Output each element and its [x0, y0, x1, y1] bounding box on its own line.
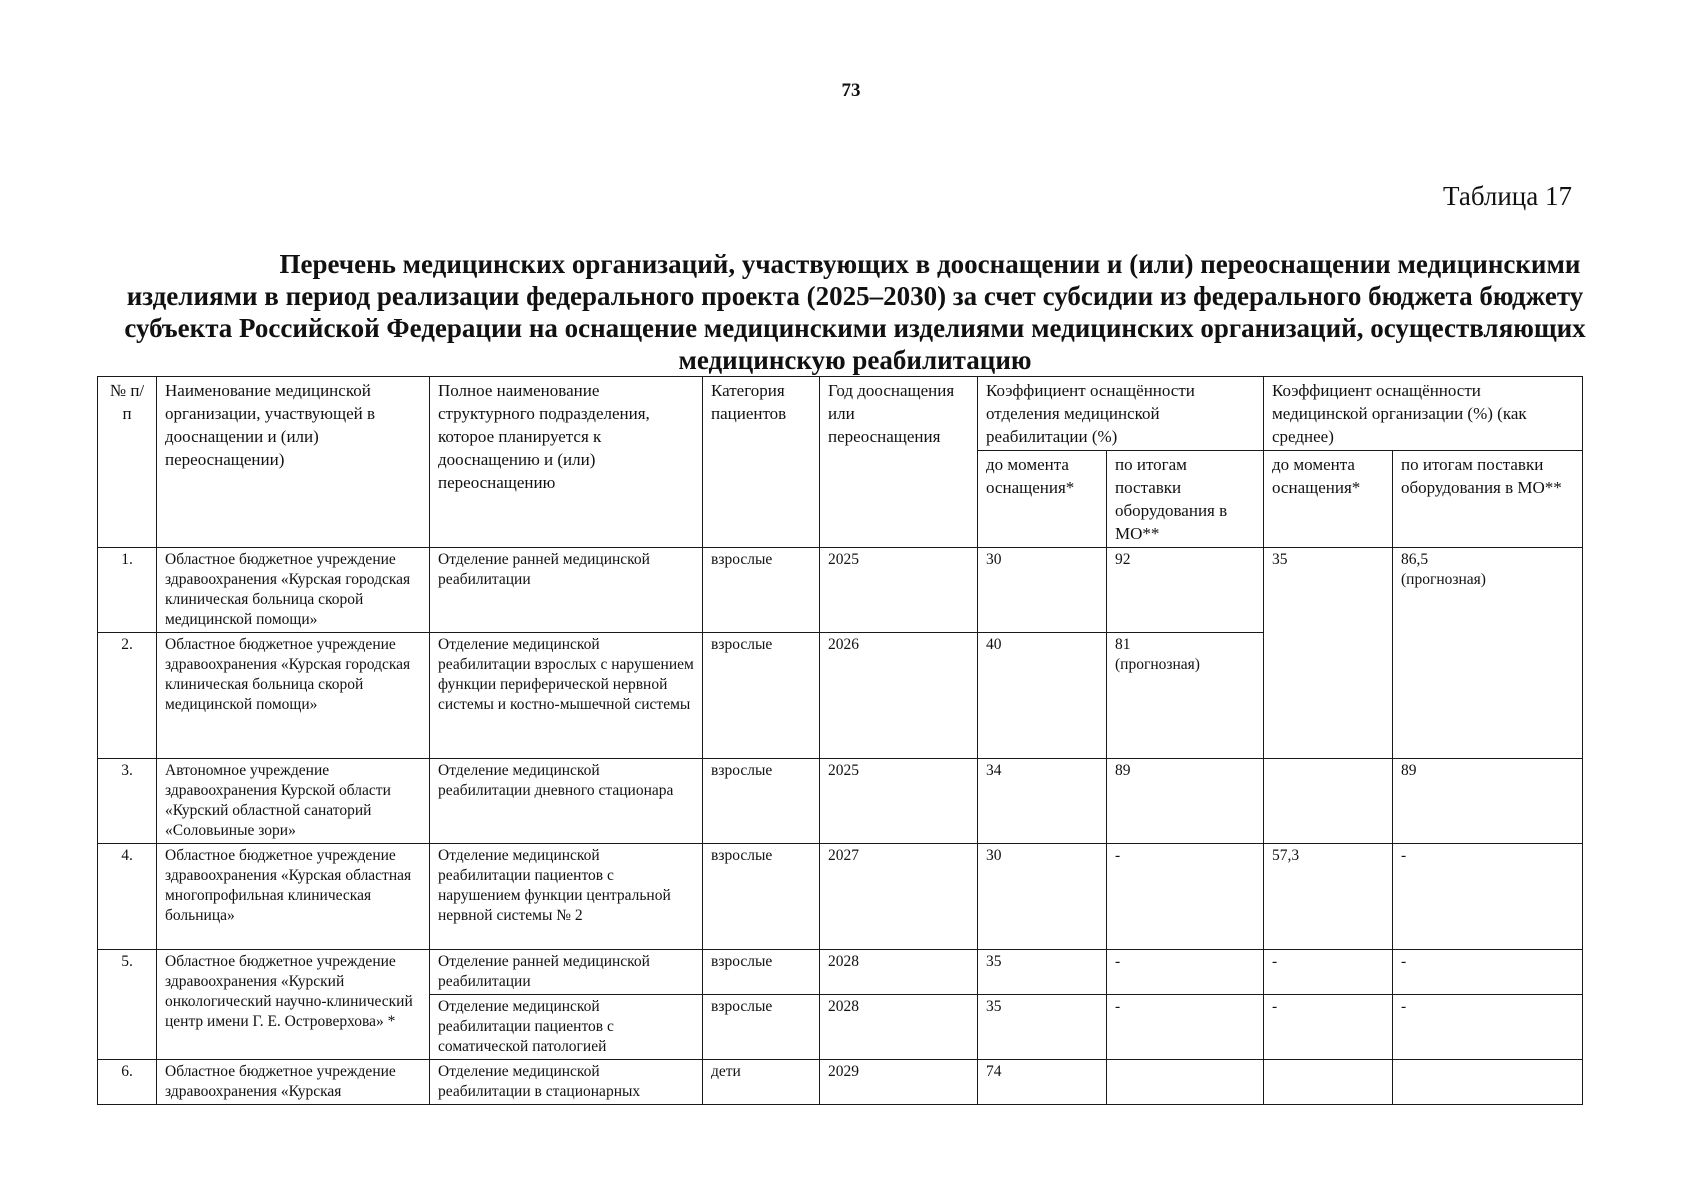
cell-org-before: -	[1264, 995, 1393, 1060]
cell-org-before: 57,3	[1264, 844, 1393, 950]
cell-org: Автономное учреждение здравоохранения Курской области «Курский областной санаторий «Соловьиные зори»	[157, 759, 430, 844]
table-row	[98, 548, 1583, 633]
cell-unit: Отделение медицинской реабилитации пациентов с соматической патологией	[430, 995, 703, 1060]
cell-org: Областное бюджетное учреждение здравоохранения «Курская	[157, 1060, 430, 1105]
header-year: Год дооснащения или переоснащения	[820, 377, 978, 548]
cell-org-after: 89	[1393, 759, 1583, 844]
cell-year: 2028	[820, 950, 978, 995]
header-dept-before: до момента оснащения*	[978, 451, 1107, 548]
cell-category: взрослые	[703, 633, 820, 759]
cell-category: взрослые	[703, 548, 820, 633]
header-org-coef: Коэффициент оснащённости медицинской организации (%) (как среднее)	[1264, 377, 1583, 451]
cell-dept-before: 34	[978, 759, 1107, 844]
cell-org: Областное бюджетное учреждение здравоохранения «Курская городская клиническая больница скорой медицинской помощи»	[157, 548, 430, 633]
cell-org-after: -	[1393, 995, 1583, 1060]
cell-dept-before: 30	[978, 548, 1107, 633]
cell-dept-after: -	[1107, 950, 1264, 995]
cell-year: 2027	[820, 844, 978, 950]
table-label: Таблица 17	[1443, 181, 1572, 211]
cell-org: Областное бюджетное учреждение здравоохранения «Курская областная многопрофильная клиническая больница»	[157, 844, 430, 950]
header-org-after: по итогам поставки оборудования в МО**	[1393, 451, 1583, 548]
header-org: Наименование медицинской организации, участвующей в дооснащении и (или) переоснащении)	[157, 377, 430, 548]
cell-dept-before: 35	[978, 995, 1107, 1060]
table-row	[98, 1060, 1583, 1105]
forecast-note: (прогнозная)	[1401, 571, 1486, 588]
cell-unit: Отделение медицинской реабилитации взрослых с нарушением функции периферической нервной системы и костно-мышечной системы	[430, 633, 703, 759]
cell-category: взрослые	[703, 995, 820, 1060]
cell-unit: Отделение ранней медицинской реабилитации	[430, 950, 703, 995]
cell-dept-after: 89	[1107, 759, 1264, 844]
title-line: Перечень медицинских организаций, участвующих в дооснащении и (или) переоснащении медицинскими	[279, 249, 1581, 279]
cell-num: 3.	[98, 759, 157, 844]
org-after-value: 86,5	[1401, 551, 1429, 568]
cell-org-before: 35	[1264, 548, 1393, 759]
cell-dept-after: -	[1107, 995, 1264, 1060]
dept-after-value: 81	[1115, 636, 1131, 653]
cell-org: Областное бюджетное учреждение здравоохранения «Курский онкологический научно-клинический центр имени Г. Е. Островерхова» *	[157, 950, 430, 1060]
cell-unit: Отделение медицинской реабилитации пациентов с нарушением функции центральной нервной системы № 2	[430, 844, 703, 950]
cell-dept-before: 74	[978, 1060, 1107, 1105]
cell-year: 2029	[820, 1060, 978, 1105]
cell-category: взрослые	[703, 844, 820, 950]
cell-org-after: -	[1393, 844, 1583, 950]
cell-num: 6.	[98, 1060, 157, 1105]
equipment-table	[97, 376, 1583, 1105]
cell-dept-before: 35	[978, 950, 1107, 995]
cell-org-before: -	[1264, 950, 1393, 995]
cell-unit: Отделение медицинской реабилитации дневного стационара	[430, 759, 703, 844]
page-number: 73	[841, 80, 861, 101]
header-dept-coef: Коэффициент оснащённости отделения медицинской реабилитации (%)	[978, 377, 1264, 451]
cell-year: 2025	[820, 759, 978, 844]
cell-year: 2025	[820, 548, 978, 633]
header-unit: Полное наименование структурного подразделения, которое планируется к дооснащению и (или) переоснащению	[430, 377, 703, 548]
header-org-before: до момента оснащения*	[1264, 451, 1393, 548]
cell-year: 2028	[820, 995, 978, 1060]
title-line: медицинскую реабилитацию	[678, 345, 1032, 375]
cell-org-before	[1264, 759, 1393, 844]
cell-dept-before: 30	[978, 844, 1107, 950]
title-line: изделиями в период реализации федерального проекта (2025–2030) за счет субсидии из федерального бюджета бюджету	[126, 281, 1584, 311]
cell-unit: Отделение ранней медицинской реабилитации	[430, 548, 703, 633]
cell-dept-after: 92	[1107, 548, 1264, 633]
cell-unit: Отделение медицинской реабилитации в стационарных	[430, 1060, 703, 1105]
cell-category: дети	[703, 1060, 820, 1105]
cell-dept-after	[1107, 633, 1264, 759]
cell-org: Областное бюджетное учреждение здравоохранения «Курская городская клиническая больница скорой медицинской помощи»	[157, 633, 430, 759]
forecast-note: (прогнозная)	[1115, 656, 1200, 673]
title-line: субъекта Российской Федерации на оснащение медицинскими изделиями медицинских организаций, осуществляющих	[124, 313, 1586, 343]
table-row	[98, 950, 1583, 995]
cell-org-after	[1393, 548, 1583, 759]
cell-dept-before: 40	[978, 633, 1107, 759]
cell-num: 1.	[98, 548, 157, 633]
cell-org-after	[1393, 1060, 1583, 1105]
cell-num: 4.	[98, 844, 157, 950]
document-title	[105, 248, 1605, 376]
header-category: Категория пациентов	[703, 377, 820, 548]
table-row	[98, 844, 1583, 950]
cell-category: взрослые	[703, 759, 820, 844]
cell-dept-after: -	[1107, 844, 1264, 950]
cell-num: 5.	[98, 950, 157, 1060]
cell-org-after: -	[1393, 950, 1583, 995]
header-num: № п/п	[98, 377, 157, 548]
cell-category: взрослые	[703, 950, 820, 995]
table-row	[98, 759, 1583, 844]
cell-year: 2026	[820, 633, 978, 759]
cell-org-before	[1264, 1060, 1393, 1105]
cell-num: 2.	[98, 633, 157, 759]
cell-dept-after	[1107, 1060, 1264, 1105]
header-dept-after: по итогам поставки оборудования в МО**	[1107, 451, 1264, 548]
